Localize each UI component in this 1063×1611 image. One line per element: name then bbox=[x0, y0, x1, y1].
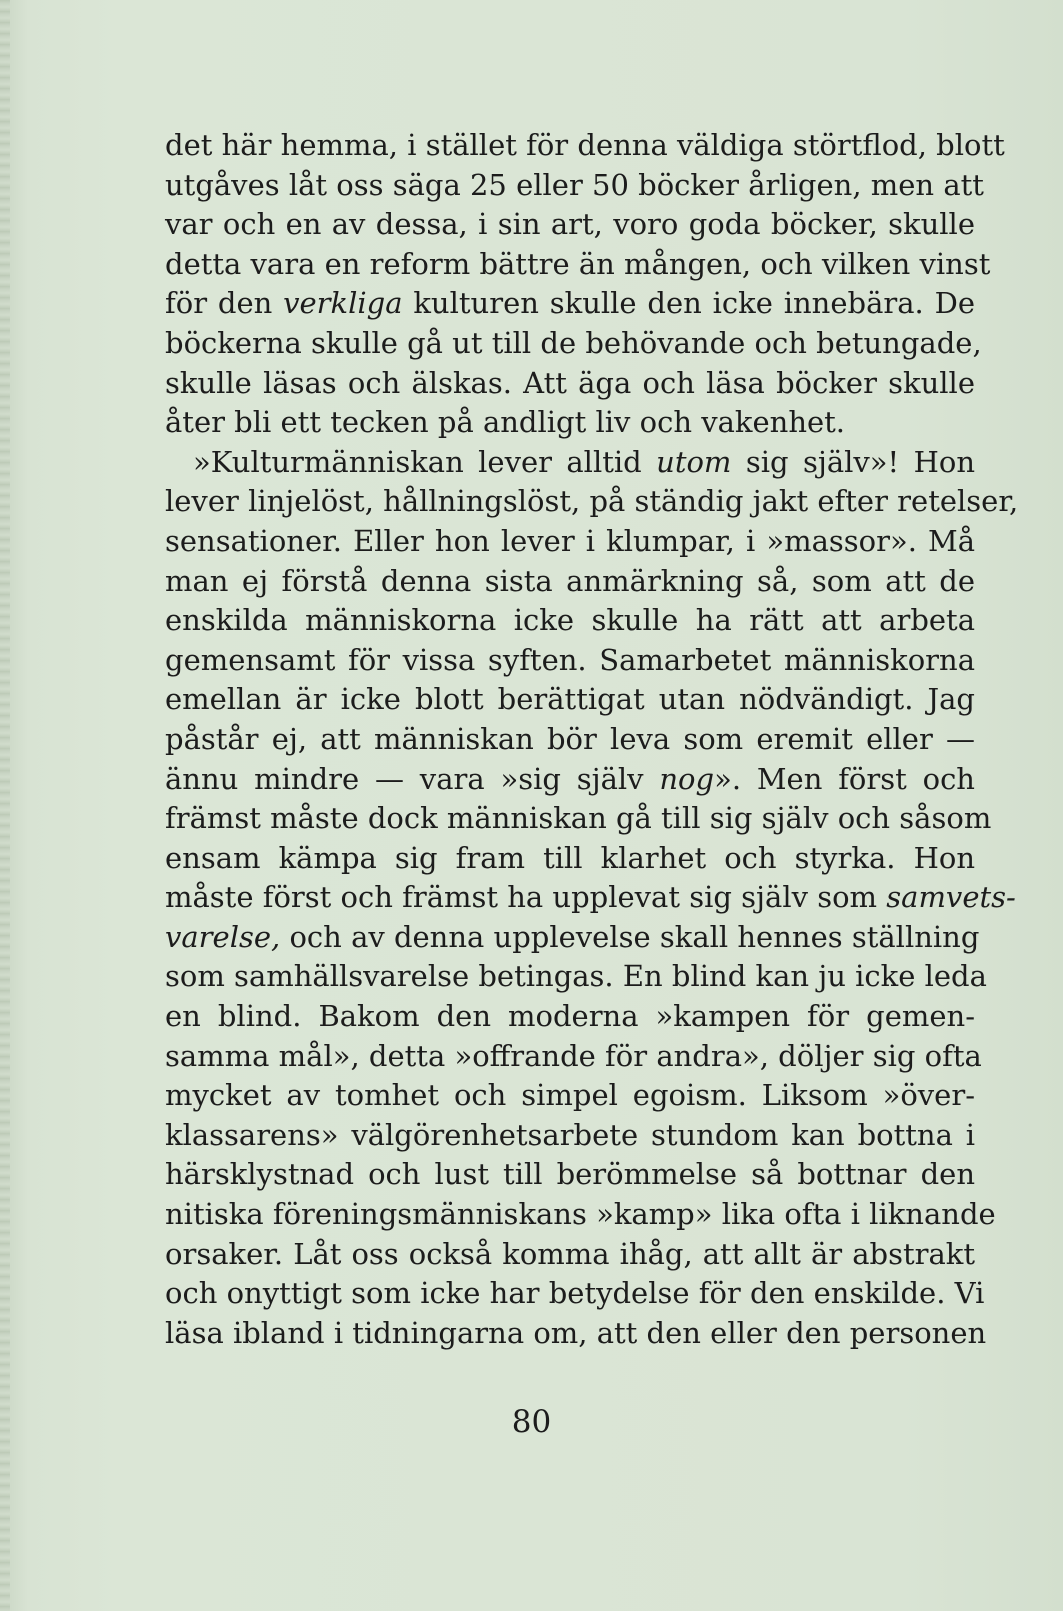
text-segment: man ej förstå denna sista anmärkning så, som att de bbox=[165, 563, 975, 598]
text-line bbox=[165, 364, 975, 404]
page-number: 80 bbox=[511, 1404, 552, 1440]
text-line bbox=[165, 245, 991, 285]
text-line bbox=[165, 918, 980, 958]
body-text bbox=[165, 126, 1019, 1353]
text-line bbox=[165, 957, 987, 997]
text-line bbox=[165, 799, 992, 839]
text-segment: sig själv»! Hon bbox=[731, 444, 975, 479]
text-segment: orsaker. Låt oss också komma ihåg, att allt är abstrakt bbox=[165, 1236, 975, 1271]
text-line bbox=[165, 166, 984, 206]
italic-text: verkliga bbox=[283, 286, 403, 321]
text-segment: påstår ej, att människan bör leva som eremit eller — bbox=[165, 721, 975, 756]
text-segment: måste först och främst ha upplevat sig själv som bbox=[165, 880, 887, 915]
text-line bbox=[165, 482, 1019, 522]
text-segment: samma mål», detta »offrande för andra», döljer sig ofta bbox=[165, 1038, 982, 1073]
text-segment: läsa ibland i tidningarna om, att den eller den personen bbox=[165, 1315, 987, 1350]
text-line bbox=[165, 324, 982, 364]
text-line bbox=[165, 126, 1005, 166]
text-line bbox=[165, 443, 975, 483]
text-segment: böckerna skulle gå ut till de behövande och betungade, bbox=[165, 325, 982, 360]
text-line bbox=[165, 1314, 987, 1354]
text-line bbox=[165, 720, 975, 760]
italic-text: nog bbox=[659, 761, 715, 796]
text-segment: mycket av tomhet och simpel egoism. Liksom »över- bbox=[165, 1078, 975, 1113]
text-segment: detta vara en reform bättre än mången, och vilken vinst bbox=[165, 246, 991, 281]
text-segment: ensam kämpa sig fram till klarhet och styrka. Hon bbox=[165, 840, 975, 875]
italic-text: utom bbox=[656, 444, 732, 479]
text-segment: som samhällsvarelse betingas. En blind kan ju icke leda bbox=[165, 959, 987, 994]
text-segment: nitiska föreningsmänniskans »kamp» lika ofta i liknande bbox=[165, 1197, 996, 1232]
text-line bbox=[165, 1076, 975, 1116]
text-line bbox=[165, 1116, 975, 1156]
text-segment: utgåves låt oss säga 25 eller 50 böcker årligen, men att bbox=[165, 167, 984, 202]
text-line bbox=[165, 760, 975, 800]
text-line bbox=[165, 641, 975, 681]
text-segment: skulle läsas och älskas. Att äga och läsa böcker skulle bbox=[165, 365, 975, 400]
italic-text: varelse, bbox=[165, 919, 281, 954]
text-line bbox=[165, 562, 975, 602]
text-segment: åter bli ett tecken på andligt liv och vakenhet. bbox=[165, 405, 846, 440]
text-segment: »Kulturmänniskan lever alltid bbox=[193, 444, 657, 479]
text-segment: ». Men först och bbox=[714, 761, 975, 796]
italic-text: samvets- bbox=[886, 880, 1016, 915]
text-line bbox=[165, 403, 975, 443]
text-segment: en blind. Bakom den moderna »kampen för gemen- bbox=[165, 999, 975, 1034]
text-segment: ännu mindre — vara »sig själv bbox=[165, 761, 660, 796]
text-segment: enskilda människorna icke skulle ha rätt att arbeta bbox=[165, 603, 975, 638]
text-segment: klassarens» välgörenhetsarbete stundom kan bottna i bbox=[165, 1117, 975, 1152]
text-line bbox=[165, 205, 975, 245]
text-segment: och av denna upplevelse skall hennes ställning bbox=[280, 919, 980, 954]
text-segment: det här hemma, i stället för denna väldiga störtflod, blott bbox=[165, 128, 1005, 162]
text-line bbox=[165, 839, 975, 879]
text-segment: främst måste dock människan gå till sig själv och såsom bbox=[165, 801, 992, 836]
text-segment: kulturen skulle den icke innebära. De bbox=[402, 286, 975, 321]
text-segment: och onyttigt som icke har betydelse för den enskilde. Vi bbox=[165, 1276, 985, 1311]
text-segment: sensationer. Eller hon lever i klumpar, i »massor». Må bbox=[165, 523, 975, 558]
text-segment: för den bbox=[165, 286, 284, 321]
text-segment: härsklystnad och lust till berömmelse så bottnar den bbox=[165, 1157, 975, 1192]
text-segment: var och en av dessa, i sin art, voro goda böcker, skulle bbox=[165, 207, 975, 242]
page-gutter-edge bbox=[0, 0, 10, 1611]
text-line bbox=[165, 1037, 982, 1077]
text-line bbox=[165, 680, 975, 720]
text-line bbox=[165, 1235, 975, 1275]
text-line bbox=[165, 878, 1016, 918]
text-segment: gemensamt för vissa syften. Samarbetet människorna bbox=[165, 642, 975, 677]
text-segment: lever linjelöst, hållningslöst, på ständig jakt efter retelser, bbox=[165, 484, 1019, 519]
text-line bbox=[165, 284, 975, 324]
text-segment: emellan är icke blott berättigat utan nödvändigt. Jag bbox=[165, 682, 975, 717]
text-line bbox=[165, 1274, 985, 1314]
text-line bbox=[165, 601, 975, 641]
text-line bbox=[165, 997, 975, 1037]
text-line bbox=[165, 1195, 996, 1235]
text-line bbox=[165, 522, 975, 562]
text-line bbox=[165, 1155, 975, 1195]
